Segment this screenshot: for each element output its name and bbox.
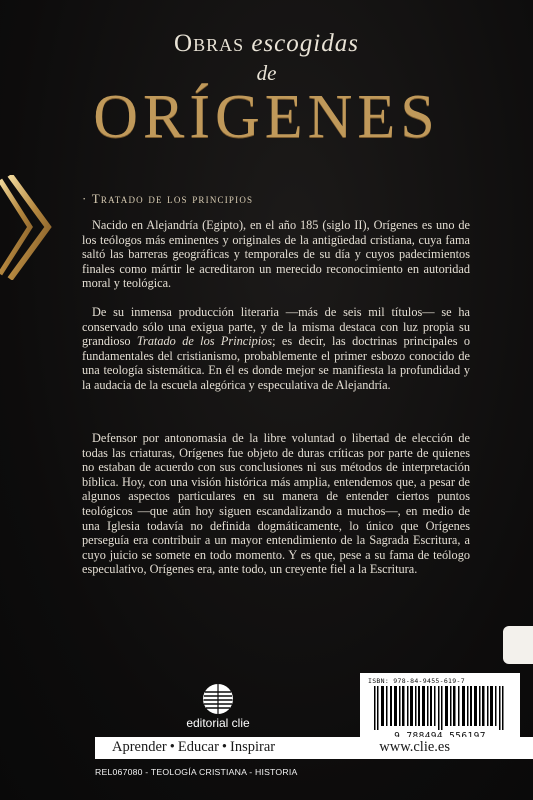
paragraph-2-part-b: ; es decir, las doctrinas principales o fundamentales del cristianismo, probablemente el primer esbozo conocido de una teología sistemática. En él es donde mejor se manifiesta la profundidad y la audacia de la escuela alegórica y especulativa de Alejandría. bbox=[82, 334, 470, 392]
title-obras: Obras bbox=[174, 30, 245, 57]
title-de: de bbox=[256, 61, 277, 85]
title-obras-escogidas bbox=[0, 30, 533, 58]
slogan-separator: • bbox=[169, 739, 175, 755]
category-reference: REL067080 - TEOLOGÍA CRISTIANA - HISTORIA bbox=[95, 767, 298, 777]
title-escogidas: escogidas bbox=[251, 30, 359, 57]
barcode-icon bbox=[374, 686, 506, 730]
website: www.clie.es bbox=[379, 739, 450, 755]
slogan-bar bbox=[95, 737, 533, 759]
slogan-separator: • bbox=[221, 739, 227, 755]
slogan-educar: Educar bbox=[177, 739, 219, 755]
slogan-inspirar: Inspirar bbox=[229, 739, 276, 755]
white-edge-tab bbox=[503, 626, 533, 664]
paragraph-3: Defensor por antonomasia de la libre voluntad o libertad de elección de todas las criaturas, Orígenes fue objeto de duras críticas por parte de quienes no estaban de acuerdo con sus conclusiones ni sus métodos de interpretación bíblica. Hoy, con una visión histórica más amplia, entendemos que, a pesar de algunos aspectos particulares en su manera de entender ciertos puntos teológicos —que aún hoy siguen escandalizando a muchos—, en medio de una Iglesia todavía no definida dogmáticamente, lo único que Orígenes perseguía era contribuir a un mayor entendimiento de la Sagrada Escritura, a cuyo juicio se somete en todo momento. Y es que, pese a su fama de teólogo especulativo, Orígenes era, ante todo, un creyente fiel a la Escritura. bbox=[82, 431, 470, 577]
barcode-box bbox=[360, 673, 520, 745]
paragraph-2-italic-title: Tratado de los Principios bbox=[136, 334, 273, 349]
subtitle-tratado: · Tratado de los principios bbox=[82, 191, 254, 206]
paragraph-1: Nacido en Alejandría (Egipto), en el año 185 (siglo II), Orígenes es uno de los teólogos más eminentes y originales de la antigüedad cristiana, cuya fama saltó las barreras geográficas y temporales de su día y cuyos padecimientos finales como mártir le acreditaron un merecido reconocimiento en autoridad moral y teológica. bbox=[82, 218, 470, 291]
paragraph-2-part-a: De su inmensa producción literaria —más de seis mil títulos— se ha conservado sólo una exigua parte, y de la misma destaca con luz propia su grandioso bbox=[82, 305, 470, 349]
slogan bbox=[112, 739, 275, 756]
title-origenes: ORÍGENES bbox=[93, 83, 440, 151]
slogan-aprender: Aprender bbox=[112, 739, 167, 755]
gold-chevrons-decoration bbox=[0, 175, 60, 280]
clie-globe-icon bbox=[201, 683, 235, 715]
publisher-name: editorial clie bbox=[186, 716, 250, 730]
publisher-logo bbox=[183, 683, 253, 743]
paragraph-2 bbox=[82, 305, 470, 393]
isbn-label: ISBN: 978-84-9455-619-7 bbox=[368, 677, 465, 685]
